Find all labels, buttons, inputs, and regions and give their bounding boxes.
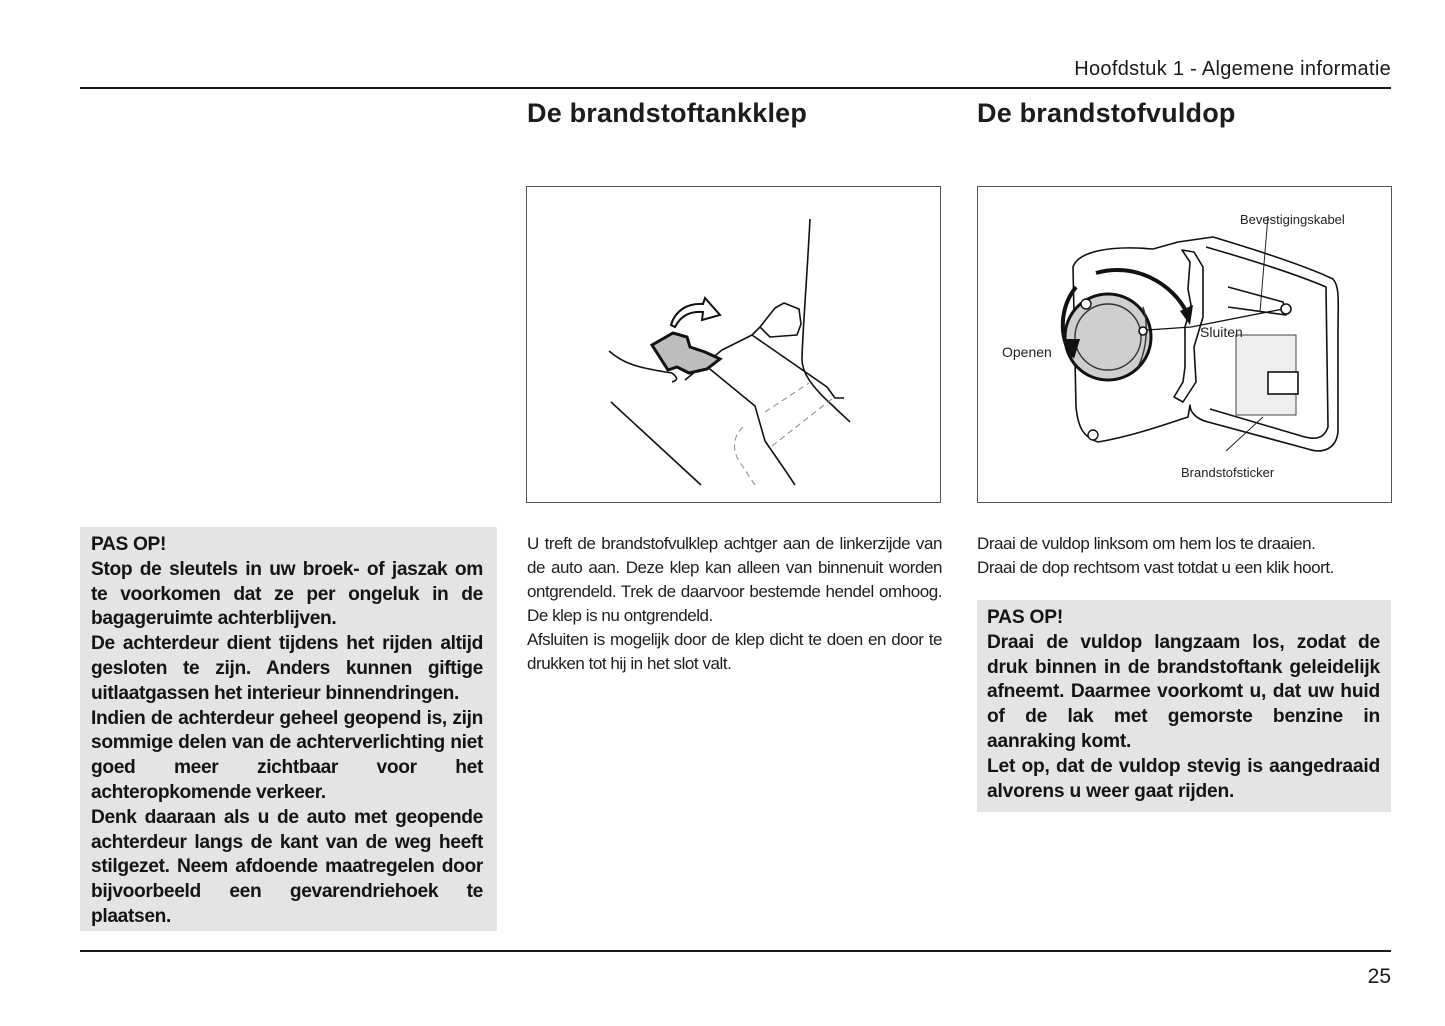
warning-paragraph: De achterdeur dient tijdens het rijden altijd gesloten te zijn. Anders kunnen giftige uitlaatgassen het interieur binnendringen. [91, 633, 483, 704]
section-title-fuel-cap: De brandstofvuldop [977, 98, 1236, 128]
warning-paragraph: Stop de sleutels in uw broek- of jaszak om te voorkomen dat ze per ongeluk in de bagageruimte achterblijven. [91, 558, 483, 630]
section-title-fuel-flap: De brandstoftankklep [527, 98, 808, 128]
body-paragraph: Afsluiten is mogelijk door de klep dicht te doen en door te drukken tot hij in het slot valt. [527, 630, 942, 673]
chapter-header: Hoofdstuk 1 - Algemene informatie [1074, 58, 1391, 80]
warning-paragraph: Indien de achterdeur geheel geopend is, zijn sommige delen van de achterverlichting niet goed meer zichtbaar voor het achteropkomende verkeer. [91, 707, 483, 803]
warning-box-tailgate [80, 527, 497, 931]
body-line: Draai de vuldop linksom om hem los te draaien. [977, 534, 1316, 553]
lever-handle [652, 333, 720, 373]
warning-paragraph: Let op, dat de vuldop stevig is aangedraaid alvorens u weer gaat rijden. [987, 755, 1380, 802]
footer-rule [80, 950, 1391, 952]
fuel-cap-description [977, 532, 1397, 580]
label-close: Sluiten [1200, 324, 1243, 340]
warning-paragraph: Draai de vuldop langzaam los, zodat de druk binnen in de brandstoftank geleidelijk afneemt. Daarmee voorkomt u, dat uw huid of de lak met gemorste benzine in aanraking komt. [987, 631, 1380, 752]
warning-box-fuel-cap [977, 600, 1391, 812]
label-fuel-sticker: Brandstofsticker [1181, 465, 1275, 480]
fuel-flap-lever-illustration [527, 187, 940, 502]
label-fastening-cable: Bevestigingskabel [1240, 212, 1345, 227]
label-open: Openen [1002, 344, 1052, 360]
warning-title: PAS OP! [987, 607, 1064, 628]
fuel-flap-description [527, 532, 942, 676]
page-number: 25 [1367, 965, 1391, 988]
up-arrow [671, 298, 720, 327]
warning-title: PAS OP! [91, 534, 167, 555]
body-paragraph: U treft de brandstofvulklep achtger aan de linkerzijde van de auto aan. Deze klep kan alleen van binnenuit worden ontgrendeld. Trek de daarvoor bestemde hendel omhoog. De klep is nu ontgrendeld. [527, 534, 942, 625]
header-rule [80, 87, 1391, 89]
figure-fuel-flap-lever [526, 186, 941, 503]
figure-fuel-cap [977, 186, 1392, 503]
body-line: Draai de dop rechtsom vast totdat u een klik hoort. [977, 558, 1334, 577]
warning-paragraph: Denk daaraan als u de auto met geopende achterdeur langs de kant van de weg heeft stilgezet. Neem afdoende maatregelen door bijvoorbeeld een gevarendriehoek te plaatsen. [91, 806, 483, 927]
